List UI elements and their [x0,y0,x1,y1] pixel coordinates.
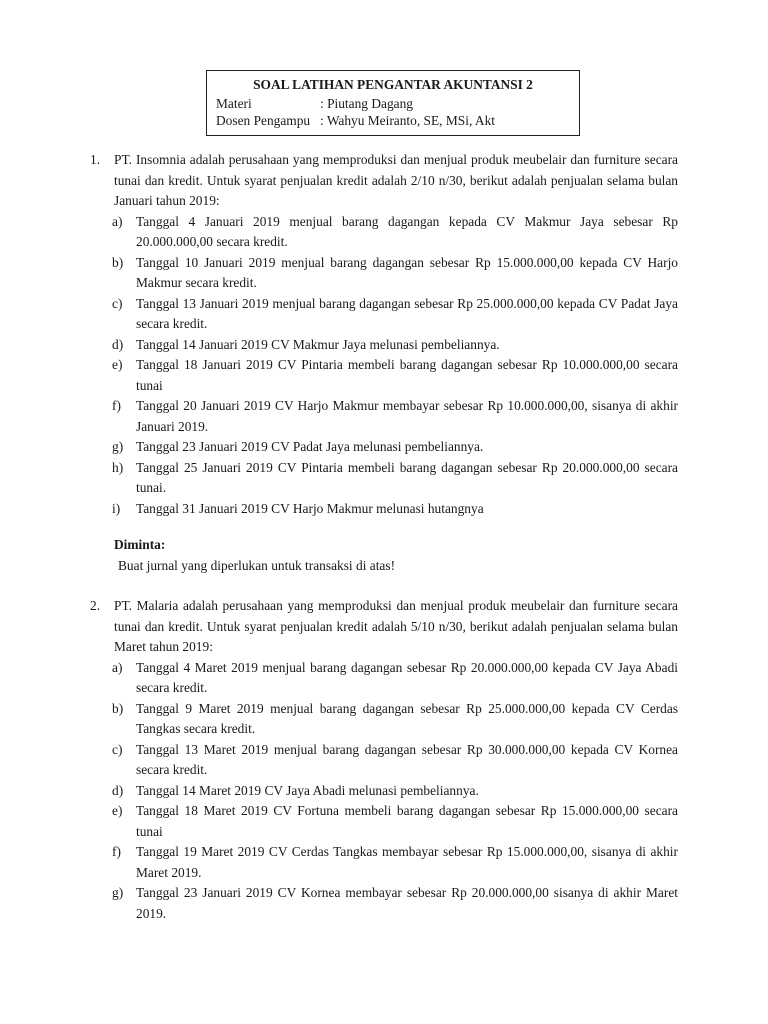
item-letter: d) [112,782,124,798]
header-row-dosen [216,112,579,129]
list-item [114,699,678,740]
diminta-instruction: Buat jurnal yang diperlukan untuk transaksi di atas! [118,557,396,573]
item-letter: b) [112,700,124,716]
item-letter: c) [112,295,123,311]
list-item [114,396,678,437]
item-text: Tanggal 14 Januari 2019 CV Makmur Jaya melunasi pembeliannya. [136,336,500,352]
item-text: Tanggal 23 Januari 2019 CV Padat Jaya melunasi pembeliannya. [136,439,484,454]
list-item [114,740,678,781]
list-item [114,212,678,253]
problem-number: 2. [90,598,101,613]
list-item [114,335,678,356]
problem-intro: PT. Malaria adalah perusahaan yang memproduksi dan menjual produk meubelair dan furniture secara tunai dan kredit. Untuk syarat penjualan kredit adalah 5/10 n/30, berikut adalah penjualan selama bulan Maret tahun 2019: [114,598,678,654]
list-item [114,658,678,699]
problem-1 [90,150,678,576]
item-letter: h) [112,459,124,475]
item-text: Tanggal 20 Januari 2019 CV Harjo Makmur membayar sebesar Rp 10.000.000,00, sisanya di akhir Januari 2019. [136,398,678,434]
item-letter: d) [112,336,124,352]
item-letter: f) [112,398,121,413]
document-title: SOAL LATIHAN PENGANTAR AKUNTANSI 2 [253,77,533,92]
list-item [114,253,678,294]
item-text: Tanggal 13 Maret 2019 menjual barang dagangan sebesar Rp 30.000.000,00 kepada CV Kornea secara kredit. [136,741,678,777]
list-item [114,801,678,842]
content [0,150,768,924]
item-text: Tanggal 23 Januari 2019 CV Kornea membayar sebesar Rp 20.000.000,00 sisanya di akhir Maret 2019. [136,885,678,921]
diminta-block [114,535,678,576]
problem-2 [90,596,678,924]
item-letter: b) [112,254,124,270]
item-text: Tanggal 19 Maret 2019 CV Cerdas Tangkas membayar sebesar Rp 15.000.000,00, sisanya di akhir Maret 2019. [136,844,678,880]
spacer [0,576,768,596]
header-row-materi [216,95,579,112]
item-letter: g) [112,439,124,454]
item-text: Tanggal 4 Maret 2019 menjual barang dagangan sebesar Rp 20.000.000,00 kepada CV Jaya Abadi secara kredit. [136,659,678,695]
diminta-heading: Diminta: [114,537,166,552]
item-letter: f) [112,844,121,859]
list-item [114,842,678,883]
item-text: Tanggal 9 Maret 2019 menjual barang dagangan sebesar Rp 25.000.000,00 kepada CV Cerdas Tangkas secara kredit. [136,700,678,736]
problem-intro: PT. Insomnia adalah perusahaan yang memproduksi dan menjual produk meubelair dan furniture secara tunai dan kredit. Untuk syarat penjualan kredit adalah 2/10 n/30, berikut adalah penjualan selama bulan Januari tahun 2019: [114,152,678,208]
list-item [114,355,678,396]
header-value-materi: : Piutang Dagang [320,96,413,111]
list-item [114,437,678,458]
header-label-materi: Materi [216,96,252,111]
list-item [114,458,678,499]
list-item [114,883,678,924]
item-letter: e) [112,803,123,818]
item-text: Tanggal 18 Maret 2019 CV Fortuna membeli barang dagangan sebesar Rp 15.000.000,00 secara tunai [136,803,678,839]
item-text: Tanggal 10 Januari 2019 menjual barang dagangan sebesar Rp 15.000.000,00 kepada CV Harjo Makmur secara kredit. [136,254,678,290]
item-list [114,212,678,520]
item-letter: e) [112,357,123,372]
header-box [206,70,580,136]
item-list [114,658,678,925]
item-letter: c) [112,741,123,757]
header-label-dosen: Dosen Pengampu [216,113,311,128]
item-letter: a) [112,659,123,675]
list-item [114,294,678,335]
header-value-dosen: : Wahyu Meiranto, SE, MSi, Akt [320,113,495,128]
problem-number: 1. [90,152,101,167]
list-item [114,781,678,802]
item-text: Tanggal 4 Januari 2019 menjual barang dagangan kepada CV Makmur Jaya sebesar Rp 20.000.000,00 secara kredit. [136,213,678,249]
item-text: Tanggal 14 Maret 2019 CV Jaya Abadi melunasi pembeliannya. [136,782,479,798]
item-letter: g) [112,885,124,900]
item-letter: a) [112,213,123,229]
item-letter: i) [112,500,121,516]
item-text: Tanggal 31 Januari 2019 CV Harjo Makmur melunasi hutangnya [136,500,484,516]
item-text: Tanggal 18 Januari 2019 CV Pintaria membeli barang dagangan sebesar Rp 10.000.000,00 secara tunai [136,357,678,393]
list-item [114,499,678,520]
item-text: Tanggal 25 Januari 2019 CV Pintaria membeli barang dagangan sebesar Rp 20.000.000,00 secara tunai. [136,459,678,495]
item-text: Tanggal 13 Januari 2019 menjual barang dagangan sebesar Rp 25.000.000,00 kepada CV Padat Jaya secara kredit. [136,295,678,331]
